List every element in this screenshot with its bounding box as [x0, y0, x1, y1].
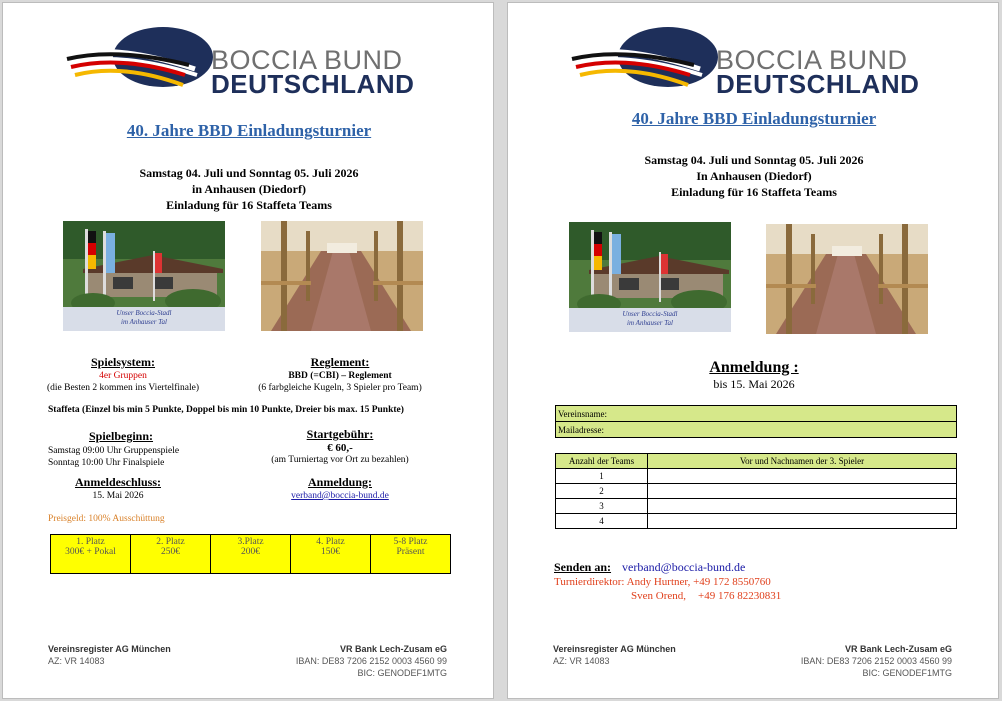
anmeldeschluss-date: 15. Mai 2026 [92, 491, 144, 501]
photo-caption-1: Unser Boccia-Stadl [116, 309, 172, 317]
reglement-line1: BBD (=CBI) – Reglement [288, 371, 392, 381]
logo-text-line1: BOCCIA BUND [716, 45, 908, 75]
director-2-phone: +49 176 82230831 [698, 590, 782, 602]
location-line: in Anhausen (Diedorf) [191, 182, 307, 196]
location-line: In Anhausen (Diedorf) [696, 169, 812, 183]
footer-left: Vereinsregister AG München AZ: VR 14083 [48, 644, 171, 666]
reglement-heading: Reglement: [310, 355, 370, 369]
teams-col-names: Vor und Nachnamen der 3. Spieler [648, 454, 957, 469]
mailadresse-field[interactable]: Mailadresse: [556, 422, 957, 438]
photo-caption-2: im Anhauser Tal [121, 318, 167, 326]
director-label: Turnierdirektor: [554, 576, 625, 588]
page-title: 40. Jahre BBD Einladungsturnier [126, 121, 372, 140]
prize-cell: 3.Platz 200€ [211, 535, 291, 574]
team-names-cell[interactable] [648, 499, 957, 514]
photo-caption-1: Unser Boccia-Stadl [622, 310, 678, 318]
prize-cell: 2. Platz 250€ [131, 535, 211, 574]
senden-label: Senden an: [554, 560, 612, 574]
anmeldung-heading: Anmeldung : [709, 359, 799, 376]
date-line: Samstag 04. Juli und Sonntag 05. Juli 2026 [139, 166, 359, 180]
startgebuehr-amount: € 60,- [327, 442, 353, 454]
logo-text-line2: DEUTSCHLAND [716, 69, 920, 99]
logo-emblem-icon [65, 25, 215, 95]
spielbeginn-heading: Spielbeginn: [88, 429, 154, 443]
logo-text-line2: DEUTSCHLAND [211, 69, 415, 99]
registration-form [555, 405, 957, 438]
table-row: 1 [556, 469, 957, 484]
photo-caption-2: im Anhauser Tal [627, 319, 673, 327]
date-line: Samstag 04. Juli und Sonntag 05. Juli 2026 [644, 153, 864, 167]
spielsystem-line1: 4er Gruppen [99, 371, 147, 381]
startgebuehr-heading: Startgebühr: [306, 427, 374, 441]
anmeldung-deadline: bis 15. Mai 2026 [713, 377, 795, 391]
vereinsname-field[interactable]: Vereinsname: [556, 406, 957, 422]
prize-cell: 1. Platz 300€ + Pokal [51, 535, 131, 574]
photo-building [569, 222, 731, 332]
team-names-cell[interactable] [648, 514, 957, 529]
invite-line: Einladung für 16 Staffeta Teams [166, 198, 332, 212]
page-1 [2, 2, 494, 699]
teams-table [555, 453, 957, 529]
logo-text-line1: BOCCIA BUND [211, 45, 403, 75]
spielsystem-line2: (die Besten 2 kommen ins Viertelfinale) [46, 383, 199, 393]
reglement-line2: (6 farbgleiche Kugeln, 3 Spieler pro Team) [258, 383, 422, 393]
footer-right: VR Bank Lech-Zusam eG IBAN: DE83 7206 2152 0003 4560 99 BIC: GENODEF1MTG [800, 644, 952, 678]
photo-hall [766, 224, 928, 334]
team-names-cell[interactable] [648, 469, 957, 484]
prize-cell: 4. Platz 150€ [291, 535, 371, 574]
logo-emblem-icon [570, 25, 720, 95]
invite-line: Einladung für 16 Staffeta Teams [671, 185, 837, 199]
staffeta-line: Staffeta (Einzel bis min 5 Punkte, Doppel bis min 10 Punkte, Dreier bis max. 15 Punkte) [48, 405, 404, 415]
spielsystem-heading: Spielsystem: [91, 355, 155, 369]
anmeldung-heading: Anmeldung: [307, 475, 372, 489]
footer-left: Vereinsregister AG München AZ: VR 14083 [553, 644, 676, 666]
page-title: 40. Jahre BBD Einladungsturnier [631, 109, 877, 128]
footer-right: VR Bank Lech-Zusam eG IBAN: DE83 7206 2152 0003 4560 99 BIC: GENODEF1MTG [295, 644, 447, 678]
table-row: 4 [556, 514, 957, 529]
bbd-logo [570, 25, 950, 99]
director-block [554, 575, 781, 603]
table-row: 3 [556, 499, 957, 514]
spielbeginn-line1: Samstag 09:00 Uhr Gruppenspiele [48, 446, 180, 456]
photo-building [63, 221, 225, 331]
preisgeld-line: Preisgeld: 100% Ausschüttung [48, 514, 165, 524]
teams-col-count: Anzahl der Teams [556, 454, 648, 469]
anmeldeschluss-heading: Anmeldeschluss: [74, 475, 161, 489]
photo-hall [261, 221, 423, 331]
startgebuehr-note: (am Turniertag vor Ort zu bezahlen) [271, 455, 409, 465]
bbd-logo [65, 25, 445, 99]
director-2-name: Sven Orend, [631, 590, 686, 602]
prize-table [50, 534, 451, 574]
anmeldung-email-link[interactable]: verband@boccia-bund.de [291, 491, 389, 501]
spielbeginn-line2: Sonntag 10:00 Uhr Finalspiele [48, 458, 165, 468]
prize-cell: 5-8 Platz Präsent [371, 535, 451, 574]
table-row: 2 [556, 484, 957, 499]
team-names-cell[interactable] [648, 484, 957, 499]
senden-email[interactable]: verband@boccia-bund.de [622, 560, 746, 574]
director-1: Andy Hurtner, +49 172 8550760 [626, 576, 771, 588]
page-2 [507, 2, 999, 699]
